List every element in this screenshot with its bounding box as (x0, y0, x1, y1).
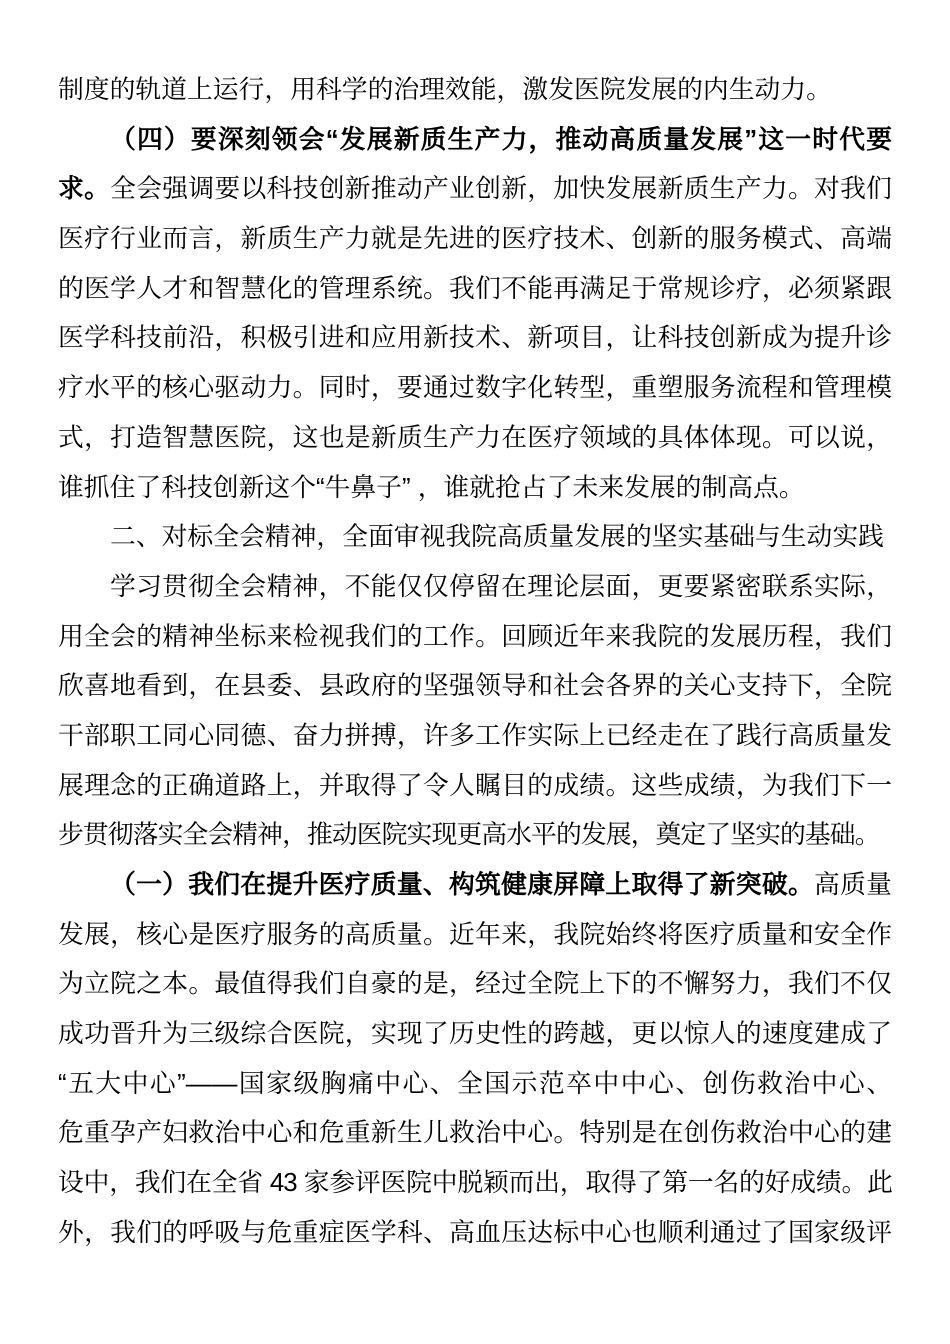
text-run: 步贯彻落实全会精神，推动医院实现更高水平的发展，奠定了坚实的基础。 (58, 821, 880, 850)
text-run: 式，打造智慧医院，这也是新质生产力在医疗领域的具体体现。可以说， (58, 423, 892, 452)
text-run: 医疗行业而言，新质生产力就是先进的医疗技术、创新的服务模式、高端 (58, 225, 892, 254)
text-line (58, 414, 892, 464)
text-run: 展理念的正确道路上，并取得了令人瞩目的成绩。这些成绩，为我们下一 (58, 771, 892, 800)
text-run: 学习贯彻全会精神，不能仅仅停留在理论层面，更要紧密联系实际， (110, 572, 892, 601)
text-run: 为立院之本。最值得我们自豪的是，经过全院上下的不懈努力，我们不仅 (58, 970, 892, 999)
text-line (58, 364, 892, 414)
text-run: 医学科技前沿，积极引进和应用新技术、新项目，让科技创新成为提升诊 (58, 324, 892, 353)
text-line (58, 1159, 892, 1209)
section-heading-line (58, 513, 892, 563)
bold-text-run: 求。 (58, 175, 111, 204)
text-run: “五大中心”——国家级胸痛中心、全国示范卒中中心、创伤救治中心、 (58, 1069, 892, 1098)
text-run: 危重孕产妇救治中心和危重新生儿救治中心。特别是在创伤救治中心的建 (58, 1119, 892, 1148)
text-line (58, 712, 892, 762)
text-line (58, 215, 892, 265)
text-line (58, 563, 892, 613)
text-run: 谁抓住了科技创新这个“牛鼻子” ，谁就抢占了未来发展的制高点。 (58, 473, 805, 502)
text-run: 二、对标全会精神，全面审视我院高质量发展的坚实基础与生动实践 (110, 523, 884, 552)
text-line (58, 1109, 892, 1159)
text-run: 全会强调要以科技创新推动产业创新，加快发展新质生产力。对我们 (110, 175, 892, 204)
text-line (58, 1010, 892, 1060)
text-line (58, 66, 892, 116)
text-line (58, 960, 892, 1010)
text-line (58, 314, 892, 364)
text-line (58, 165, 892, 215)
text-run: 欣喜地看到，在县委、县政府的坚强领导和社会各界的关心支持下，全院 (58, 672, 892, 701)
text-line (58, 613, 892, 663)
text-line (58, 811, 892, 861)
text-run: 发展，核心是医疗服务的高质量。近年来，我院始终将医疗质量和安全作 (58, 920, 892, 949)
text-line (58, 265, 892, 315)
text-run: 用全会的精神坐标来检视我们的工作。回顾近年来我院的发展历程，我们 (58, 622, 892, 651)
text-run: 制度的轨道上运行，用科学的治理效能，激发医院发展的内生动力。 (58, 76, 832, 104)
text-line (58, 464, 892, 514)
bold-text-run: （一）我们在提升医疗质量、构筑健康屏障上取得了新突破。 (110, 871, 815, 899)
text-line (58, 1060, 892, 1110)
text-line (58, 762, 892, 812)
text-run: 的医学人才和智慧化的管理系统。我们不能再满足于常规诊疗，必须紧跟 (58, 274, 892, 303)
text-line (58, 662, 892, 712)
text-run: 疗水平的核心驱动力。同时，要通过数字化转型，重塑服务流程和管理模 (58, 374, 892, 403)
text-line (58, 1209, 892, 1259)
text-run: 成功晋升为三级综合医院，实现了历史性的跨越，更以惊人的速度建成了 (58, 1020, 892, 1049)
text-line (58, 116, 892, 166)
text-run: 高质量 (814, 871, 892, 899)
text-run: 设中，我们在全省 43 家参评医院中脱颖而出，取得了第一名的好成绩。此 (58, 1169, 892, 1198)
bold-text-run: （四）要深刻领会“发展新质生产力，推动高质量发展”这一时代要 (110, 125, 892, 154)
text-run: 外，我们的呼吸与危重症医学科、高血压达标中心也顺利通过了国家级评 (58, 1218, 892, 1247)
text-line (58, 911, 892, 961)
text-line (58, 861, 892, 911)
text-run: 干部职工同心同德、奋力拼搏，许多工作实际上已经走在了践行高质量发 (58, 721, 892, 750)
